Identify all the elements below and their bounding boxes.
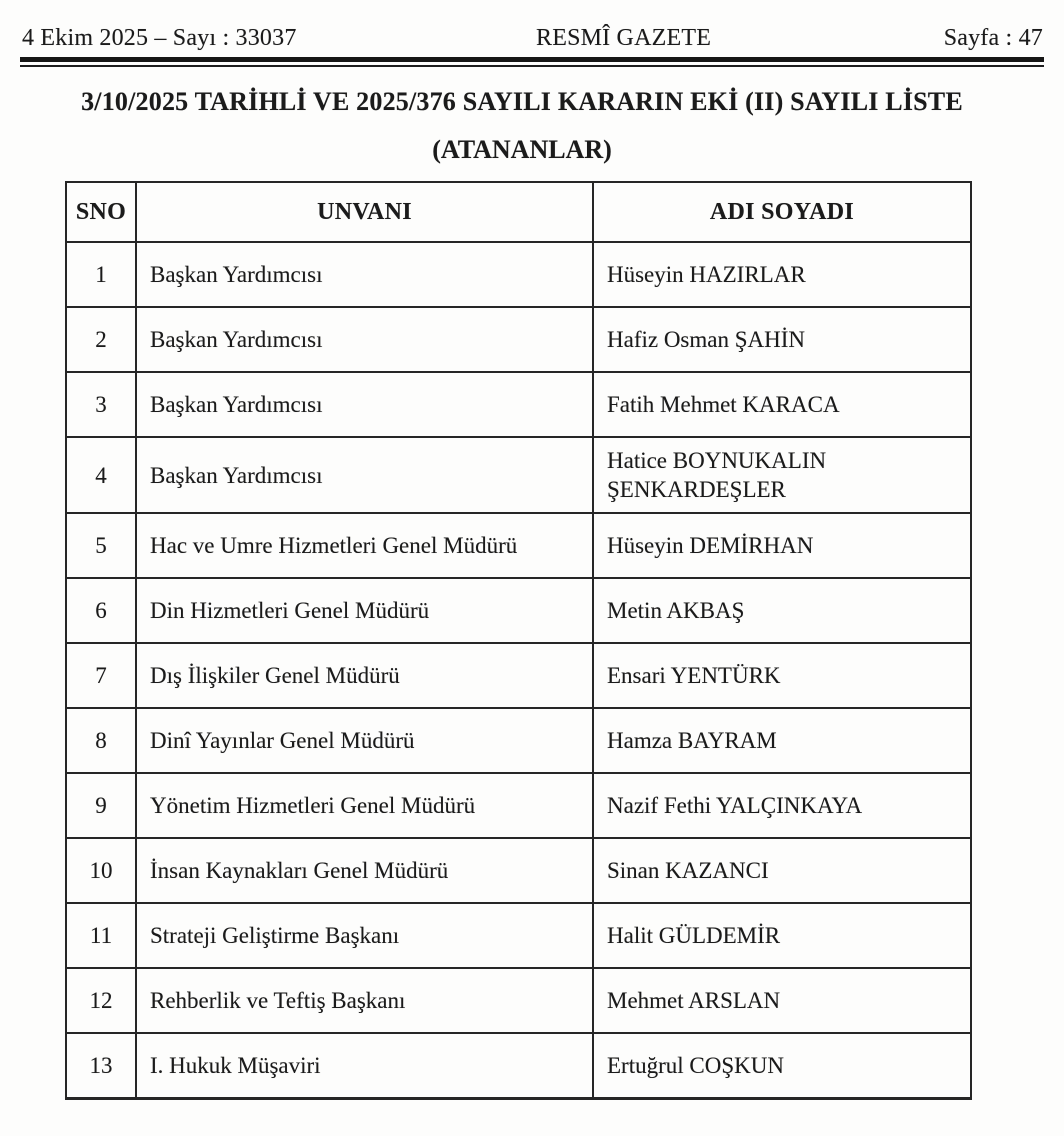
adi-soyadi-cell: Sinan KAZANCI xyxy=(593,838,971,903)
column-header-adi-soyadi: ADI SOYADI xyxy=(593,182,971,242)
unvani-cell: Dinî Yayınlar Genel Müdürü xyxy=(136,708,593,773)
masthead-page-number: Sayfa : 47 xyxy=(943,25,1043,51)
adi-soyadi-cell: Metin AKBAŞ xyxy=(593,578,971,643)
adi-soyadi-cell: Mehmet ARSLAN xyxy=(593,968,971,1033)
unvani-cell: Başkan Yardımcısı xyxy=(136,437,593,513)
table-row xyxy=(66,307,971,372)
table-row xyxy=(66,968,971,1033)
masthead-publication-name: RESMÎ GAZETE xyxy=(536,25,712,51)
sno-cell: 8 xyxy=(66,708,136,773)
unvani-cell: Yönetim Hizmetleri Genel Müdürü xyxy=(136,773,593,838)
unvani-cell: Başkan Yardımcısı xyxy=(136,307,593,372)
unvani-cell: Dış İlişkiler Genel Müdürü xyxy=(136,643,593,708)
adi-soyadi-cell: Ertuğrul COŞKUN xyxy=(593,1033,971,1099)
unvani-cell: I. Hukuk Müşaviri xyxy=(136,1033,593,1099)
adi-soyadi-cell: Hatice BOYNUKALIN ŞENKARDEŞLER xyxy=(593,437,971,513)
adi-soyadi-cell: Hamza BAYRAM xyxy=(593,708,971,773)
masthead-rule-thin xyxy=(20,65,1044,67)
adi-soyadi-cell: Hafiz Osman ŞAHİN xyxy=(593,307,971,372)
adi-soyadi-cell: Hüseyin HAZIRLAR xyxy=(593,242,971,307)
table-row xyxy=(66,578,971,643)
table-row xyxy=(66,1033,971,1099)
sno-cell: 12 xyxy=(66,968,136,1033)
sno-cell: 5 xyxy=(66,513,136,578)
masthead xyxy=(0,0,1064,57)
adi-soyadi-cell: Halit GÜLDEMİR xyxy=(593,903,971,968)
adi-soyadi-cell: Fatih Mehmet KARACA xyxy=(593,372,971,437)
unvani-cell: Başkan Yardımcısı xyxy=(136,242,593,307)
masthead-date-issue: 4 Ekim 2025 – Sayı : 33037 xyxy=(22,25,297,51)
table-row xyxy=(66,838,971,903)
unvani-cell: Din Hizmetleri Genel Müdürü xyxy=(136,578,593,643)
sno-cell: 7 xyxy=(66,643,136,708)
adi-soyadi-cell: Ensari YENTÜRK xyxy=(593,643,971,708)
masthead-rule-thick xyxy=(20,57,1044,62)
adi-soyadi-cell: Hüseyin DEMİRHAN xyxy=(593,513,971,578)
table-row xyxy=(66,437,971,513)
unvani-cell: Rehberlik ve Teftiş Başkanı xyxy=(136,968,593,1033)
sno-cell: 9 xyxy=(66,773,136,838)
unvani-cell: Hac ve Umre Hizmetleri Genel Müdürü xyxy=(136,513,593,578)
table-row xyxy=(66,773,971,838)
column-header-unvani: UNVANI xyxy=(136,182,593,242)
table-row xyxy=(66,372,971,437)
sno-cell: 1 xyxy=(66,242,136,307)
table-body xyxy=(66,242,971,1099)
unvani-cell: Başkan Yardımcısı xyxy=(136,372,593,437)
table-row xyxy=(66,242,971,307)
document-subtitle: (ATANANLAR) xyxy=(432,135,612,164)
table-header xyxy=(66,182,971,242)
sno-cell: 13 xyxy=(66,1033,136,1099)
sno-cell: 6 xyxy=(66,578,136,643)
adi-soyadi-cell: Nazif Fethi YALÇINKAYA xyxy=(593,773,971,838)
table-header-row xyxy=(66,182,971,242)
appointments-table xyxy=(65,181,972,1100)
table-row xyxy=(66,708,971,773)
sno-cell: 4 xyxy=(66,437,136,513)
sno-cell: 3 xyxy=(66,372,136,437)
table-row xyxy=(66,643,971,708)
table-row xyxy=(66,513,971,578)
sno-cell: 10 xyxy=(66,838,136,903)
sno-cell: 2 xyxy=(66,307,136,372)
unvani-cell: Strateji Geliştirme Başkanı xyxy=(136,903,593,968)
unvani-cell: İnsan Kaynakları Genel Müdürü xyxy=(136,838,593,903)
column-header-sno: SNO xyxy=(66,182,136,242)
sno-cell: 11 xyxy=(66,903,136,968)
document-title: 3/10/2025 TARİHLİ VE 2025/376 SAYILI KARARIN EKİ (II) SAYILI LİSTE xyxy=(81,87,963,116)
table-row xyxy=(66,903,971,968)
